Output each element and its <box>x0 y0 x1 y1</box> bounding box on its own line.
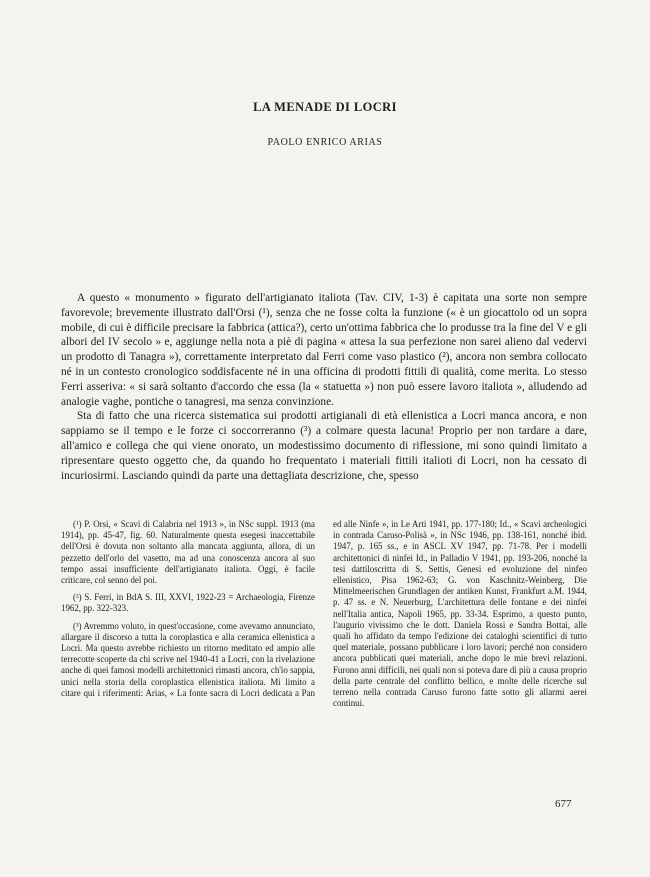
footnote-2: (²) S. Ferri, in BdA S. III, XXVI, 1922-23 = Archaeologia, Firenze 1962, pp. 322-323. <box>61 592 315 614</box>
paragraph-2: Sta di fatto che una ricerca sistematica sui prodotti artigianali di età ellenistica a Locri manca ancora, e non sappiamo se il tempo e le forze ci soccorreranno (³) a colmare questa lacuna! Proprio per non tardare a dare, all'amico e collega che qui viene onorato, un modestissimo documento di riflessione, mi sono quindi limitato a ripresentare questo oggetto che, da quando ho frequentato i materiali fittili italioti di Locri, non ha cessato di incuriosirmi. Lasciando quindi da parte una dettagliata descrizione, che, spesso <box>61 410 587 482</box>
footnote-1: (¹) P. Orsi, « Scavi di Calabria nel 1913 », in NSc suppl. 1913 (ma 1914), pp. 45-47, fig. 60. Naturalmente questa esegesi inaccettabile dell'Orsi è dovuta non soltanto alla mancata aggiunta, allora, di un pezzetto dell'orlo del vasetto, ma ad una conoscenza ancora al suo tempo assai insufficiente dell'artigianato italiota. Oggi, è facile criticare, col senno del poi. <box>61 519 315 586</box>
footnote-3: (³) Avremmo voluto, in quest'occasione, come avevamo annunciato, allargare il discorso a tutta la coroplastica e alla ceramica ellenistica a Locri. Ma questo avrebbe richiesto un ritorno meditato ed ampio alle terrecotte scoperte da chi scrive nel 1940-41 a Locri, con la rivelazione anche di quei famosi modelli architettonici rimasti ancora, ch'io sappia, unici nella storia della coroplastica ellenistica italiota. Mi limito a citare qui i riferimenti: Arias, « La fonte sacra di Locri dedicata a Pan ed alle Ninfe », in Le Arti 1941, pp. 177-180; Id., « Scavi archeologici in contrada Caruso-Polisà », in NSc 1946, pp. 138-161, nonché ibid. 1947, p. 165 ss., e in ASCL XV 1947, pp. 71-78. Per i modelli architettonici di ninfei Id., in Palladio V 1941, pp. 193-206, nonché la tesi dattiloscritta di S. Settis, Genesi ed evoluzione del ninfeo ellenistico, Pisa 1962-63; G. von Kaschnitz-Weinberg, Die Mittelmeerischen Grundlagen der antiken Kunst, Frankfurt a.M. 1944, p. 47 ss. e N. Neuerburg, L'architettura delle fontane e dei ninfei nell'Italia antica, Napoli 1965, pp. 33-34. Esprimo, a questo punto, l'augurio vivissimo che le dott. Daniela Rossi e Sandra Bottai, alle quali ho affidato da tempo l'edizione dei cataloghi scientifici di tutto quel materiale, possano pubblicare i loro lavori; perché non considero ancora pubblicati quei materiali, anche dopo le mie brevi relazioni. Furono anni difficili, nei quali non si poteva dare di più a causa proprio della parte centrale del conflitto bellico, e molte delle ricerche sul terreno nella contrada Caruso furono fatte sotto gli allarmi aerei continui. <box>61 519 587 709</box>
article-title: LA MENADE DI LOCRI <box>253 100 397 114</box>
paragraph-1: A questo « monumento » figurato dell'artigianato italiota (Tav. CIV, 1-3) è capitata una sorte non sempre favorevole; brevemente illustrato dall'Orsi (¹), senza che ne fosse colta la funzione (« è un giocattolo od un sopra mobile, di cui è difficile precisare la fabbrica (attica?), certo un'ottima fabbrica che lo produsse tra la fine del V e gli albori del IV secolo » e, aggiunge nella nota a piè di pagina « attesa la sua perfezione non sarei alieno dal vedervi un prodotto di Tanagra »), correttamente interpretato dal Ferri come vaso plastico (²), ancora non sembra collocato né in un contesto cronologico soddisfacente né in una officina di prodotti fittili di qualità, come merita. Lo stesso Ferri asseriva: « si sarà soltanto d'accordo che essa (la « statuetta ») non può essere lavoro italiota », alludendo ad analogie vaghe, pontiche o tanagresi, ma senza convinzione. <box>61 292 587 408</box>
footnotes <box>61 519 587 709</box>
article-author: PAOLO ENRICO ARIAS <box>267 137 383 148</box>
page-number: 677 <box>555 798 572 810</box>
main-text <box>61 291 587 483</box>
